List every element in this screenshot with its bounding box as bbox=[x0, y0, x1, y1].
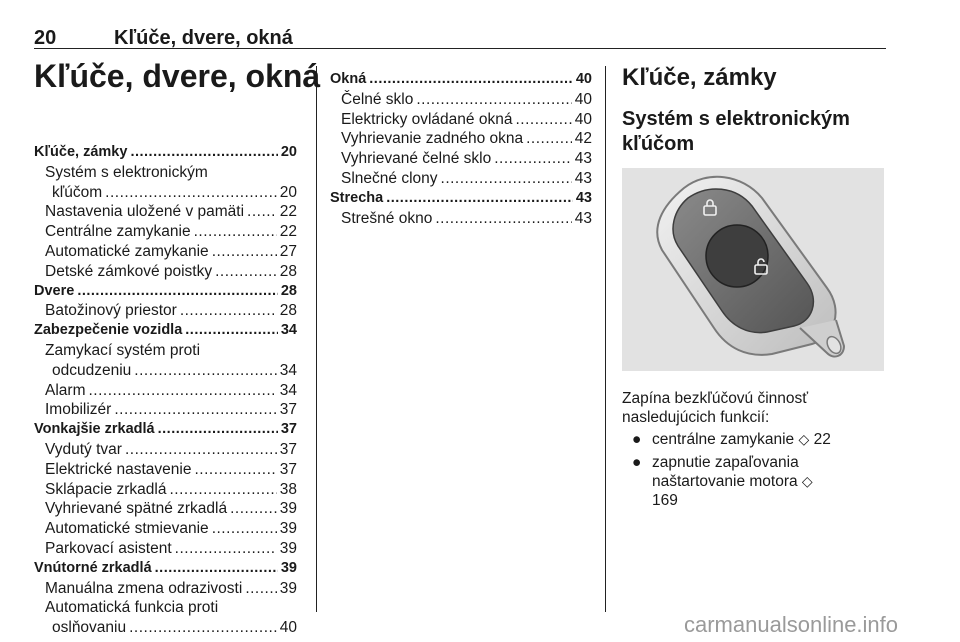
dot-leader bbox=[114, 400, 276, 420]
toc-entry[interactable] bbox=[34, 579, 297, 599]
toc-page-number: 37 bbox=[279, 460, 297, 478]
dot-leader bbox=[515, 110, 571, 130]
dot-leader bbox=[369, 70, 573, 90]
toc-entry[interactable] bbox=[330, 129, 592, 149]
dot-leader bbox=[155, 559, 278, 579]
toc-entry-text: Okná bbox=[330, 71, 367, 87]
toc-entry-text: Slnečné clony bbox=[341, 169, 438, 187]
dot-leader bbox=[105, 183, 277, 203]
toc-page-number: 34 bbox=[279, 361, 297, 379]
toc-entry-text: Kľúče, zámky bbox=[34, 144, 128, 160]
toc-page-number: 34 bbox=[279, 381, 297, 399]
toc-section-entry[interactable] bbox=[34, 559, 297, 579]
toc-entry[interactable] bbox=[34, 262, 297, 282]
toc-page-number: 37 bbox=[279, 401, 297, 419]
dot-leader bbox=[175, 539, 277, 559]
list-item bbox=[622, 430, 886, 449]
section-subtitle: Systém s elektronickým kľúčom bbox=[622, 108, 850, 155]
reference-arrow-icon: ◇ bbox=[798, 431, 810, 447]
toc-entry-text: Batožinový priestor bbox=[45, 302, 177, 320]
toc-entry-text: Vnútorné zrkadlá bbox=[34, 559, 152, 576]
toc-entry-text: Alarm bbox=[45, 381, 86, 399]
page-reference-link[interactable]: 169 bbox=[652, 492, 678, 509]
toc-entry-text: Zabezpečenie vozidla bbox=[34, 322, 183, 339]
toc-page-number: 43 bbox=[575, 189, 592, 206]
toc-section-entry[interactable] bbox=[330, 189, 592, 209]
toc-left-column bbox=[34, 143, 297, 638]
toc-page-number: 39 bbox=[280, 559, 297, 576]
toc-middle-column bbox=[330, 70, 592, 228]
section-title: Kľúče, zámky bbox=[622, 64, 777, 91]
toc-entry-text: Zamykací systém proti bbox=[45, 341, 201, 359]
toc-entry-text: Manuálna zmena odrazivosti bbox=[45, 579, 243, 597]
toc-page-number: 27 bbox=[279, 242, 297, 260]
dot-leader bbox=[180, 301, 277, 321]
toc-entry-text: Detské zámkové poistky bbox=[45, 262, 213, 280]
dot-leader bbox=[194, 222, 277, 242]
toc-page-number: 22 bbox=[279, 223, 297, 241]
toc-page-number: 38 bbox=[279, 480, 297, 498]
electronic-key-image bbox=[622, 168, 884, 371]
toc-page-number: 28 bbox=[279, 302, 297, 320]
toc-page-number: 42 bbox=[574, 130, 592, 148]
dot-leader bbox=[526, 129, 572, 149]
toc-entry-text: Strecha bbox=[330, 189, 384, 206]
list-item-text: centrálne zamykanie bbox=[652, 431, 795, 448]
toc-page-number: 43 bbox=[574, 169, 592, 187]
toc-entry-text: Nastavenia uložené v pamäti bbox=[45, 203, 245, 221]
toc-page-number: 37 bbox=[280, 421, 297, 438]
dot-leader bbox=[88, 381, 276, 401]
toc-entry[interactable] bbox=[34, 618, 297, 638]
toc-entry[interactable] bbox=[34, 460, 297, 480]
bullet-icon: ● bbox=[632, 431, 642, 448]
toc-entry-text: Systém s elektronickým bbox=[45, 163, 208, 181]
dot-leader bbox=[230, 499, 277, 519]
toc-entry[interactable] bbox=[34, 539, 297, 559]
dot-leader bbox=[386, 189, 573, 209]
dot-leader bbox=[212, 519, 277, 539]
toc-page-number: 40 bbox=[574, 90, 592, 108]
toc-page-number: 20 bbox=[279, 183, 297, 201]
toc-entry[interactable] bbox=[34, 499, 297, 519]
page-number: 20 bbox=[34, 27, 57, 49]
toc-page-number: 22 bbox=[279, 203, 297, 221]
toc-entry[interactable] bbox=[34, 222, 297, 242]
toc-entry-text: Vyhrievané spätné zrkadlá bbox=[45, 500, 228, 518]
toc-section-entry[interactable] bbox=[34, 143, 297, 163]
toc-entry[interactable] bbox=[34, 202, 297, 222]
toc-section-entry[interactable] bbox=[34, 420, 297, 440]
dot-leader bbox=[215, 262, 277, 282]
dot-leader bbox=[77, 282, 278, 302]
toc-entry-text: Parkovací asistent bbox=[45, 539, 172, 557]
toc-entry[interactable] bbox=[34, 400, 297, 420]
dot-leader bbox=[169, 480, 276, 500]
chapter-title: Kľúče, dvere, okná bbox=[34, 58, 321, 94]
dot-leader bbox=[185, 321, 278, 341]
toc-entry[interactable] bbox=[34, 301, 297, 321]
toc-entry-text: Vydutý tvar bbox=[45, 440, 122, 458]
dot-leader bbox=[494, 149, 572, 169]
toc-entry-text: oslňovaniu bbox=[52, 619, 127, 637]
dot-leader bbox=[194, 460, 276, 480]
toc-entry[interactable] bbox=[34, 440, 297, 460]
dot-leader bbox=[435, 209, 571, 229]
toc-section-entry[interactable] bbox=[34, 321, 297, 341]
dot-leader bbox=[416, 90, 571, 110]
page-header bbox=[34, 8, 886, 49]
dot-leader bbox=[134, 361, 276, 381]
dot-leader bbox=[158, 420, 278, 440]
toc-page-number: 39 bbox=[279, 539, 297, 557]
toc-page-number: 40 bbox=[575, 71, 592, 87]
column-divider bbox=[605, 66, 606, 612]
toc-entry[interactable] bbox=[330, 169, 592, 189]
toc-entry-text: Imobilizér bbox=[45, 401, 112, 419]
toc-entry-text: Dvere bbox=[34, 282, 75, 299]
toc-entry-text: Vyhrievanie zadného okna bbox=[341, 130, 524, 148]
dot-leader bbox=[212, 242, 277, 262]
toc-page-number: 39 bbox=[279, 520, 297, 538]
toc-section-entry[interactable] bbox=[34, 282, 297, 302]
toc-entry[interactable] bbox=[34, 519, 297, 539]
toc-entry-text: Elektricky ovládané okná bbox=[341, 110, 513, 128]
toc-page-number: 43 bbox=[574, 209, 592, 227]
toc-page-number: 28 bbox=[279, 262, 297, 280]
toc-section-entry[interactable] bbox=[330, 70, 592, 90]
toc-page-number: 34 bbox=[280, 322, 297, 339]
toc-entry-text: Automatické stmievanie bbox=[45, 520, 209, 538]
page-reference-link[interactable]: 22 bbox=[813, 431, 831, 448]
toc-entry-text: Automatické zamykanie bbox=[45, 242, 209, 260]
toc-entry[interactable] bbox=[330, 90, 592, 110]
reference-arrow-icon: ◇ bbox=[801, 473, 813, 489]
toc-entry[interactable] bbox=[34, 183, 297, 203]
toc-page-number: 43 bbox=[574, 150, 592, 168]
dot-leader bbox=[129, 618, 277, 638]
toc-entry-text: Vonkajšie zrkadlá bbox=[34, 421, 155, 438]
bullet-icon: ● bbox=[632, 454, 642, 471]
dot-leader bbox=[130, 143, 277, 163]
watermark: carmanualsonline.info bbox=[684, 612, 899, 637]
intro-text: Zapína bezkľúčovú činnosť nasledujúcich funkcií: bbox=[622, 390, 809, 426]
toc-entry-text: Strešné okno bbox=[341, 209, 433, 227]
toc-entry[interactable] bbox=[34, 242, 297, 262]
toc-entry-text: Vyhrievané čelné sklo bbox=[341, 150, 492, 168]
toc-entry[interactable] bbox=[330, 110, 592, 130]
toc-page-number: 40 bbox=[574, 110, 592, 128]
toc-entry-text: odcudzeniu bbox=[52, 361, 132, 379]
toc-page-number: 40 bbox=[279, 619, 297, 637]
dot-leader bbox=[247, 202, 277, 222]
toc-entry-text: Sklápacie zrkadlá bbox=[45, 480, 167, 498]
toc-entry-text: kľúčom bbox=[52, 183, 103, 201]
toc-entry-text: Elektrické nastavenie bbox=[45, 460, 192, 478]
header-title: Kľúče, dvere, okná bbox=[114, 27, 293, 49]
column-divider bbox=[316, 66, 317, 612]
toc-page-number: 37 bbox=[279, 440, 297, 458]
toc-entry-text: Čelné sklo bbox=[341, 90, 414, 108]
toc-entry[interactable] bbox=[34, 381, 297, 401]
toc-entry[interactable] bbox=[34, 361, 297, 381]
toc-page-number: 28 bbox=[280, 282, 297, 299]
list-item-text: zapnutie zapaľovania naštartovanie motora bbox=[652, 454, 799, 490]
toc-entry[interactable] bbox=[330, 209, 592, 229]
dot-leader bbox=[245, 579, 276, 599]
dot-leader bbox=[441, 169, 572, 189]
dot-leader bbox=[125, 440, 277, 460]
toc-entry-text: Automatická funkcia proti bbox=[45, 599, 219, 617]
list-item bbox=[622, 453, 886, 510]
toc-entry[interactable] bbox=[34, 480, 297, 500]
toc-entry[interactable] bbox=[330, 149, 592, 169]
toc-entry-text: Centrálne zamykanie bbox=[45, 223, 191, 241]
toc-page-number: 39 bbox=[279, 579, 297, 597]
toc-page-number: 20 bbox=[280, 144, 297, 160]
toc-page-number: 39 bbox=[279, 500, 297, 518]
